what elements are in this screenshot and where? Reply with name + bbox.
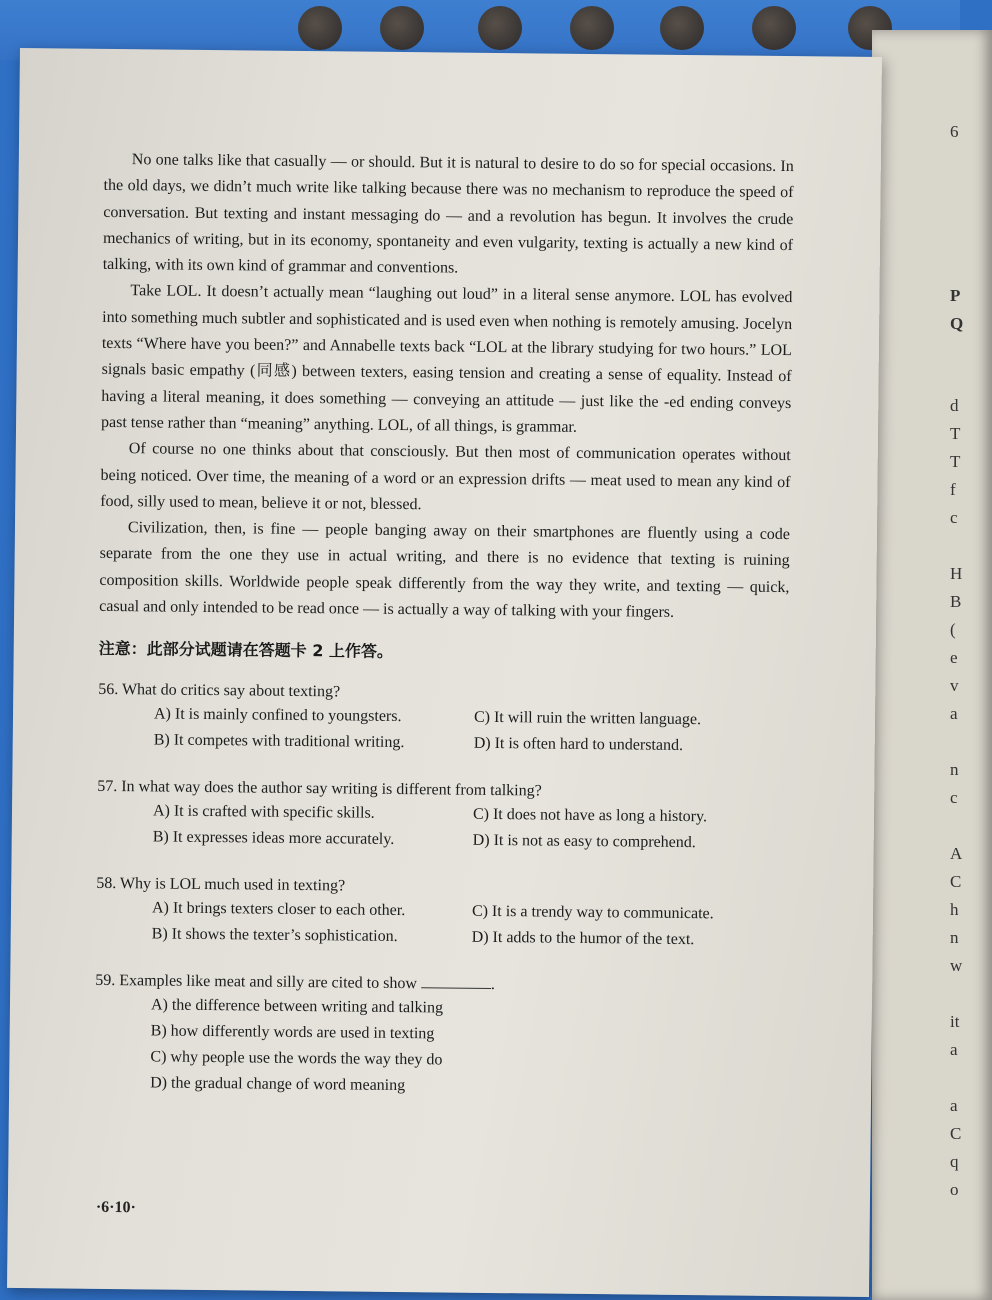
facing-page-fragment: a bbox=[950, 1040, 958, 1059]
facing-page-fragment: C bbox=[950, 872, 962, 891]
facing-page-fragment: c bbox=[950, 788, 958, 807]
option-a[interactable]: A) the difference between writing and talking bbox=[150, 996, 444, 1017]
binder-ring bbox=[380, 6, 424, 50]
book-page bbox=[7, 48, 882, 1297]
option-b[interactable]: B) It expresses ideas more accurately. bbox=[152, 828, 395, 849]
facing-page-fragment: T bbox=[950, 452, 961, 471]
option-c[interactable]: C) It will ruin the written language. bbox=[473, 709, 702, 729]
option-c[interactable]: C) It does not have as long a history. bbox=[472, 806, 708, 826]
facing-page-fragment: a bbox=[950, 704, 958, 723]
option-b[interactable]: B) how differently words are used in texting bbox=[150, 1022, 435, 1043]
facing-page-fragment: f bbox=[950, 480, 956, 499]
passage-paragraph: No one talks like that casually — or should. But it is natural to desire to do so for special occasions. In the old days, we didn’t much write like talking because there was no mechanism to reproduce the speed of conversation. But texting and instant messaging do — and a revolution has begun. It involves the crude mechanics of writing, but in its economy, spontaneity and even vulgarity, texting is actually a new kind of talking, with its own kind of grammar and conventions. bbox=[102, 151, 794, 277]
facing-page-fragment: o bbox=[950, 1180, 959, 1199]
option-d[interactable]: D) the gradual change of word meaning bbox=[150, 1074, 406, 1095]
facing-page-fragment: it bbox=[950, 1012, 960, 1031]
facing-page-fragment: 6 bbox=[950, 122, 959, 141]
question-56 bbox=[98, 677, 789, 759]
answer-blank bbox=[421, 974, 491, 990]
facing-page-fragment: d bbox=[950, 396, 959, 415]
page-number: ·6·10· bbox=[95, 1198, 136, 1217]
option-b[interactable]: B) It competes with traditional writing. bbox=[153, 731, 405, 752]
facing-page-fragment: Q bbox=[950, 314, 964, 333]
facing-page-fragment: H bbox=[950, 564, 963, 583]
option-a[interactable]: A) It brings texters closer to each other. bbox=[151, 899, 406, 920]
facing-page-fragment: e bbox=[950, 648, 958, 667]
question-57 bbox=[97, 774, 788, 856]
facing-page-fragment: T bbox=[950, 424, 961, 443]
binder-ring bbox=[752, 6, 796, 50]
option-c[interactable]: C) It is a trendy way to communicate. bbox=[471, 903, 714, 923]
facing-page-fragment: c bbox=[950, 508, 958, 527]
question-58 bbox=[96, 871, 787, 953]
page-content bbox=[94, 147, 794, 1125]
answer-options bbox=[97, 799, 787, 856]
reading-passage bbox=[99, 147, 794, 628]
passage-paragraph: Take LOL. It doesn’t actually mean “laughing out loud” in a literal sense anymore. LOL has evolved into something much subtler and sophisticated and is used even when nothing is remotely amusing. Jocelyn texts “Where have you been?” and Annabelle texts back “LOL at the library studying for two hours.” LOL signals basic empathy (同感) between texters, easing tension and creating a sense of equality. Instead of having a literal meaning, it does something — conveying an attitude — just like the -ed ending conveys past tense rather than “meaning” anything. LOL, of all things, is grammar. bbox=[100, 282, 793, 436]
question-stem: 56. What do critics say about texting? bbox=[98, 681, 341, 701]
answer-options bbox=[98, 702, 788, 759]
question-59 bbox=[94, 968, 785, 1102]
passage-paragraph: Civilization, then, is fine — people banging away on their smartphones are fluently using a code separate from the one they use in actual writing, and there is no evidence that texting is ruining composition skills. Worldwide people speak differently from the way they write, and texting — quick, casual and only intended to be read once — is actually a way of talking with your fingers. bbox=[99, 519, 791, 621]
facing-page-fragment: n bbox=[950, 928, 959, 947]
option-d[interactable]: D) It is not as easy to comprehend. bbox=[472, 832, 696, 852]
question-stem: 57. In what way does the author say writing is different from talking? bbox=[97, 778, 542, 800]
facing-page-fragment: q bbox=[950, 1152, 959, 1171]
facing-page-fragment: a bbox=[950, 1096, 958, 1115]
option-d[interactable]: D) It is often hard to understand. bbox=[473, 735, 684, 755]
binder-ring bbox=[298, 6, 342, 50]
question-stem: 58. Why is LOL much used in texting? bbox=[96, 875, 346, 895]
binder-ring bbox=[478, 6, 522, 50]
option-b[interactable]: B) It shows the texter’s sophistication. bbox=[151, 925, 398, 946]
answer-sheet-note: 注意：此部分试题请在答题卡 2 上作答。 bbox=[98, 639, 394, 662]
facing-page-fragment: h bbox=[950, 900, 959, 919]
question-stem-text: 59. Examples like meat and silly are cited to show bbox=[95, 972, 418, 993]
binder-ring bbox=[660, 6, 704, 50]
facing-page-fragment: v bbox=[950, 676, 959, 695]
answer-options bbox=[96, 896, 786, 953]
facing-page-fragment: C bbox=[950, 1124, 962, 1143]
facing-page-fragment: A bbox=[950, 844, 963, 863]
facing-page-fragment: ( bbox=[950, 620, 956, 639]
facing-page-fragment: w bbox=[950, 956, 963, 975]
option-d[interactable]: D) It adds to the humor of the text. bbox=[471, 929, 695, 949]
option-a[interactable]: A) It is crafted with specific skills. bbox=[152, 802, 375, 823]
facing-page-fragment: P bbox=[950, 286, 961, 305]
facing-page-fragment: B bbox=[950, 592, 962, 611]
answer-options bbox=[94, 993, 785, 1102]
passage-paragraph: Of course no one thinks about that consciously. But then most of communication operates without being noticed. Over time, the meaning of a word or an expression drifts — meat used to mean any kind of food, silly used to mean, believe it or not, blessed. bbox=[100, 440, 791, 514]
facing-page-fragment: n bbox=[950, 760, 959, 779]
option-a[interactable]: A) It is mainly confined to youngsters. bbox=[153, 705, 402, 726]
question-stem-end: . bbox=[490, 976, 496, 994]
facing-page bbox=[872, 30, 992, 1300]
option-c[interactable]: C) why people use the words the way they do bbox=[150, 1048, 443, 1069]
binder-ring bbox=[570, 6, 614, 50]
